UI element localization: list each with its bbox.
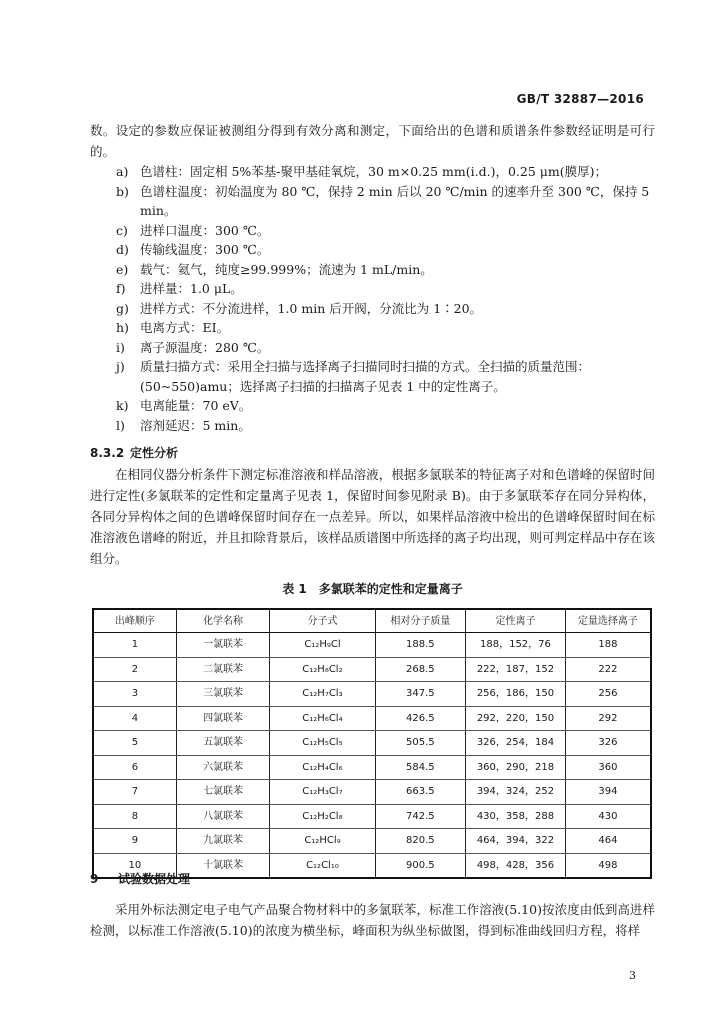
section-title: 试验数据处理 — [118, 872, 191, 886]
list-item-text: 传输线温度：300 ℃。 — [140, 242, 270, 257]
table-cell: 464，394，322 — [466, 829, 566, 854]
list-item — [90, 416, 655, 436]
table-cell: 820.5 — [375, 829, 466, 854]
table-cell: 九氯联苯 — [176, 829, 270, 854]
table-row — [93, 657, 651, 682]
table-cell: 498 — [565, 853, 651, 878]
list-item-text: 电离方式：EI。 — [140, 320, 230, 335]
list-item-text: 进样量：1.0 μL。 — [140, 281, 243, 296]
section-heading-8-3-2 — [90, 442, 655, 464]
table-cell: 9 — [93, 829, 176, 854]
table-cell: 498，428，356 — [466, 853, 566, 878]
table-cell: 四氯联苯 — [176, 706, 270, 731]
table-cell: 742.5 — [375, 804, 466, 829]
table-cell: 900.5 — [375, 853, 466, 878]
table-cell: 10 — [93, 853, 176, 878]
list-item-label: k) — [116, 398, 129, 413]
table-cell: 426.5 — [375, 706, 466, 731]
table-cell: C₁₂Cl₁₀ — [270, 853, 375, 878]
table-cell: 6 — [93, 755, 176, 780]
table-cell: 1 — [93, 633, 176, 658]
list-item-label: j) — [116, 359, 125, 374]
table-cell: 326 — [565, 731, 651, 756]
list-item-label: h) — [116, 320, 129, 335]
list-item-text: 进样口温度：300 ℃。 — [140, 222, 270, 238]
list-item-label: a) — [116, 164, 129, 179]
table-cell: 360，290，218 — [466, 755, 566, 780]
table-cell: 292 — [565, 706, 651, 731]
table-cell: 188 — [565, 633, 651, 658]
table-cell: C₁₂H₈Cl₂ — [270, 657, 375, 682]
list-item — [90, 318, 655, 338]
column-header: 化学名称 — [176, 609, 270, 633]
list-item-text: 离子源温度：280 ℃。 — [140, 339, 270, 355]
table-cell: 七氯联苯 — [176, 780, 270, 805]
table-cell: 584.5 — [375, 755, 466, 780]
pcb-ion-table — [92, 608, 652, 879]
list-item — [90, 221, 655, 241]
table-title: 表 1 多氯联苯的定性和定量离子 — [282, 582, 463, 596]
list-item-text: 进样方式：不分流进样，1.0 min 后开阀，分流比为 1∶20。 — [140, 300, 483, 316]
table-cell: 256，186，150 — [466, 682, 566, 707]
list-item-label: l) — [116, 417, 125, 433]
table-cell: 663.5 — [375, 780, 466, 805]
table-cell: 7 — [93, 780, 176, 805]
table-cell: 188.5 — [375, 633, 466, 658]
table-cell: C₁₂H₂Cl₈ — [270, 804, 375, 829]
column-header: 定性离子 — [466, 609, 566, 633]
list-item-label: c) — [116, 222, 128, 238]
list-item-label: g) — [116, 300, 129, 316]
list-item — [90, 299, 655, 319]
standard-number-header: GB/T 32887—2016 — [516, 92, 644, 106]
table-cell: 394，324，252 — [466, 780, 566, 805]
table-cell: 268.5 — [375, 657, 466, 682]
list-item — [90, 182, 655, 221]
list-item — [90, 338, 655, 358]
column-header: 相对分子质量 — [375, 609, 466, 633]
table-cell: 2 — [93, 657, 176, 682]
table-cell: 430 — [565, 804, 651, 829]
table-cell: 360 — [565, 755, 651, 780]
table-cell: 8 — [93, 804, 176, 829]
table-row — [93, 755, 651, 780]
table-cell: 505.5 — [375, 731, 466, 756]
table-cell: 5 — [93, 731, 176, 756]
list-item-text: 溶剂延迟：5 min。 — [140, 417, 251, 433]
table-cell: 222 — [565, 657, 651, 682]
table-cell: C₁₂H₇Cl₃ — [270, 682, 375, 707]
list-item — [90, 240, 655, 260]
page-number: 3 — [629, 969, 636, 982]
section-number: 9 — [90, 872, 99, 886]
table-row — [93, 682, 651, 707]
list-item-label: i) — [116, 339, 125, 355]
table-cell: C₁₂H₅Cl₅ — [270, 731, 375, 756]
table-row — [93, 633, 651, 658]
condition-list — [90, 162, 655, 435]
section-number: 8.3.2 — [90, 446, 125, 460]
list-item-label: d) — [116, 242, 129, 257]
section-title: 定性分析 — [130, 446, 179, 460]
table-cell: 292，220，150 — [466, 706, 566, 731]
table-row — [93, 804, 651, 829]
table-row — [93, 706, 651, 731]
list-item — [90, 396, 655, 416]
qualitative-analysis-paragraph: 在相同仪器分析条件下测定标准溶液和样品溶液，根据多氯联苯的特征离子对和色谱峰的保留时间进行定性(多氯联苯的定性和定量离子见表 1，保留时间参见附录 B)。由于多氯联苯存在同分异构体，各同分异构体之间的色谱峰保留时间存在一点差异。所以，如果样品溶液中检出的色谱峰保留时间在标准溶液色谱峰的附近，并且扣除背景后，该样品质谱图中所选择的离子均出现，则可判定样品中存在该组分。 — [90, 467, 655, 566]
table-body — [93, 633, 651, 879]
table-row — [93, 829, 651, 854]
table-cell: 三氯联苯 — [176, 682, 270, 707]
table-cell: 六氯联苯 — [176, 755, 270, 780]
list-item — [90, 260, 655, 280]
table-cell: 256 — [565, 682, 651, 707]
table-cell: 八氯联苯 — [176, 804, 270, 829]
data-processing-paragraph: 采用外标法测定电子电气产品聚合物材料中的多氯联苯，标准工作溶液(5.10)按浓度由低到高进样检测，以标准工作溶液(5.10)的浓度为横坐标，峰面积为纵坐标做图，得到标准曲线回归方程，将样 — [90, 902, 655, 938]
list-item-text: 载气：氦气，纯度≥99.999%；流速为 1 mL/min。 — [140, 261, 433, 277]
list-item-text: 色谱柱：固定相 5%苯基-聚甲基硅氧烷，30 m×0.25 mm(i.d.)，0.25 μm(膜厚)； — [140, 164, 607, 179]
table-cell: 222，187，152 — [466, 657, 566, 682]
main-content — [90, 120, 655, 879]
table-cell: 一氯联苯 — [176, 633, 270, 658]
table-header-row — [93, 609, 651, 633]
table-cell: 188，152，76 — [466, 633, 566, 658]
list-item-text: 质量扫描方式：采用全扫描与选择离子扫描同时扫描的方式。全扫描的质量范围：(50~550)amu；选择离子扫描的扫描离子见表 1 中的定性离子。 — [140, 359, 591, 394]
column-header: 定量选择离子 — [565, 609, 651, 633]
table-cell: 430，358，288 — [466, 804, 566, 829]
column-header: 分子式 — [270, 609, 375, 633]
table-cell: C₁₂HCl₉ — [270, 829, 375, 854]
intro-paragraph: 数。设定的参数应保证被测组分得到有效分离和测定，下面给出的色谱和质谱条件参数经证明是可行的。 — [90, 123, 655, 159]
list-item-text: 电离能量：70 eV。 — [140, 398, 252, 413]
table-cell: C₁₂H₆Cl₄ — [270, 706, 375, 731]
table-cell: 326，254，184 — [466, 731, 566, 756]
column-header: 出峰顺序 — [93, 609, 176, 633]
table-row — [93, 780, 651, 805]
section-heading-9 — [90, 870, 655, 887]
table-cell: C₁₂H₄Cl₆ — [270, 755, 375, 780]
list-item-label: b) — [116, 183, 129, 199]
list-item — [90, 279, 655, 299]
table-cell: 464 — [565, 829, 651, 854]
table-row — [93, 731, 651, 756]
table-cell: C₁₂H₉Cl — [270, 633, 375, 658]
table-cell: 十氯联苯 — [176, 853, 270, 878]
table-cell: 394 — [565, 780, 651, 805]
list-item-text: 色谱柱温度：初始温度为 80 ℃，保持 2 min 后以 20 ℃/min 的速率升至 300 ℃，保持 5 min。 — [140, 183, 650, 218]
table-cell: 五氯联苯 — [176, 731, 270, 756]
section-9 — [90, 870, 655, 941]
table-cell: 347.5 — [375, 682, 466, 707]
table-cell: 3 — [93, 682, 176, 707]
list-item-label: f) — [116, 281, 126, 296]
table-cell: 4 — [93, 706, 176, 731]
list-item — [90, 162, 655, 182]
list-item — [90, 357, 655, 396]
table-cell: 二氯联苯 — [176, 657, 270, 682]
list-item-label: e) — [116, 261, 129, 277]
table-cell: C₁₂H₃Cl₇ — [270, 780, 375, 805]
